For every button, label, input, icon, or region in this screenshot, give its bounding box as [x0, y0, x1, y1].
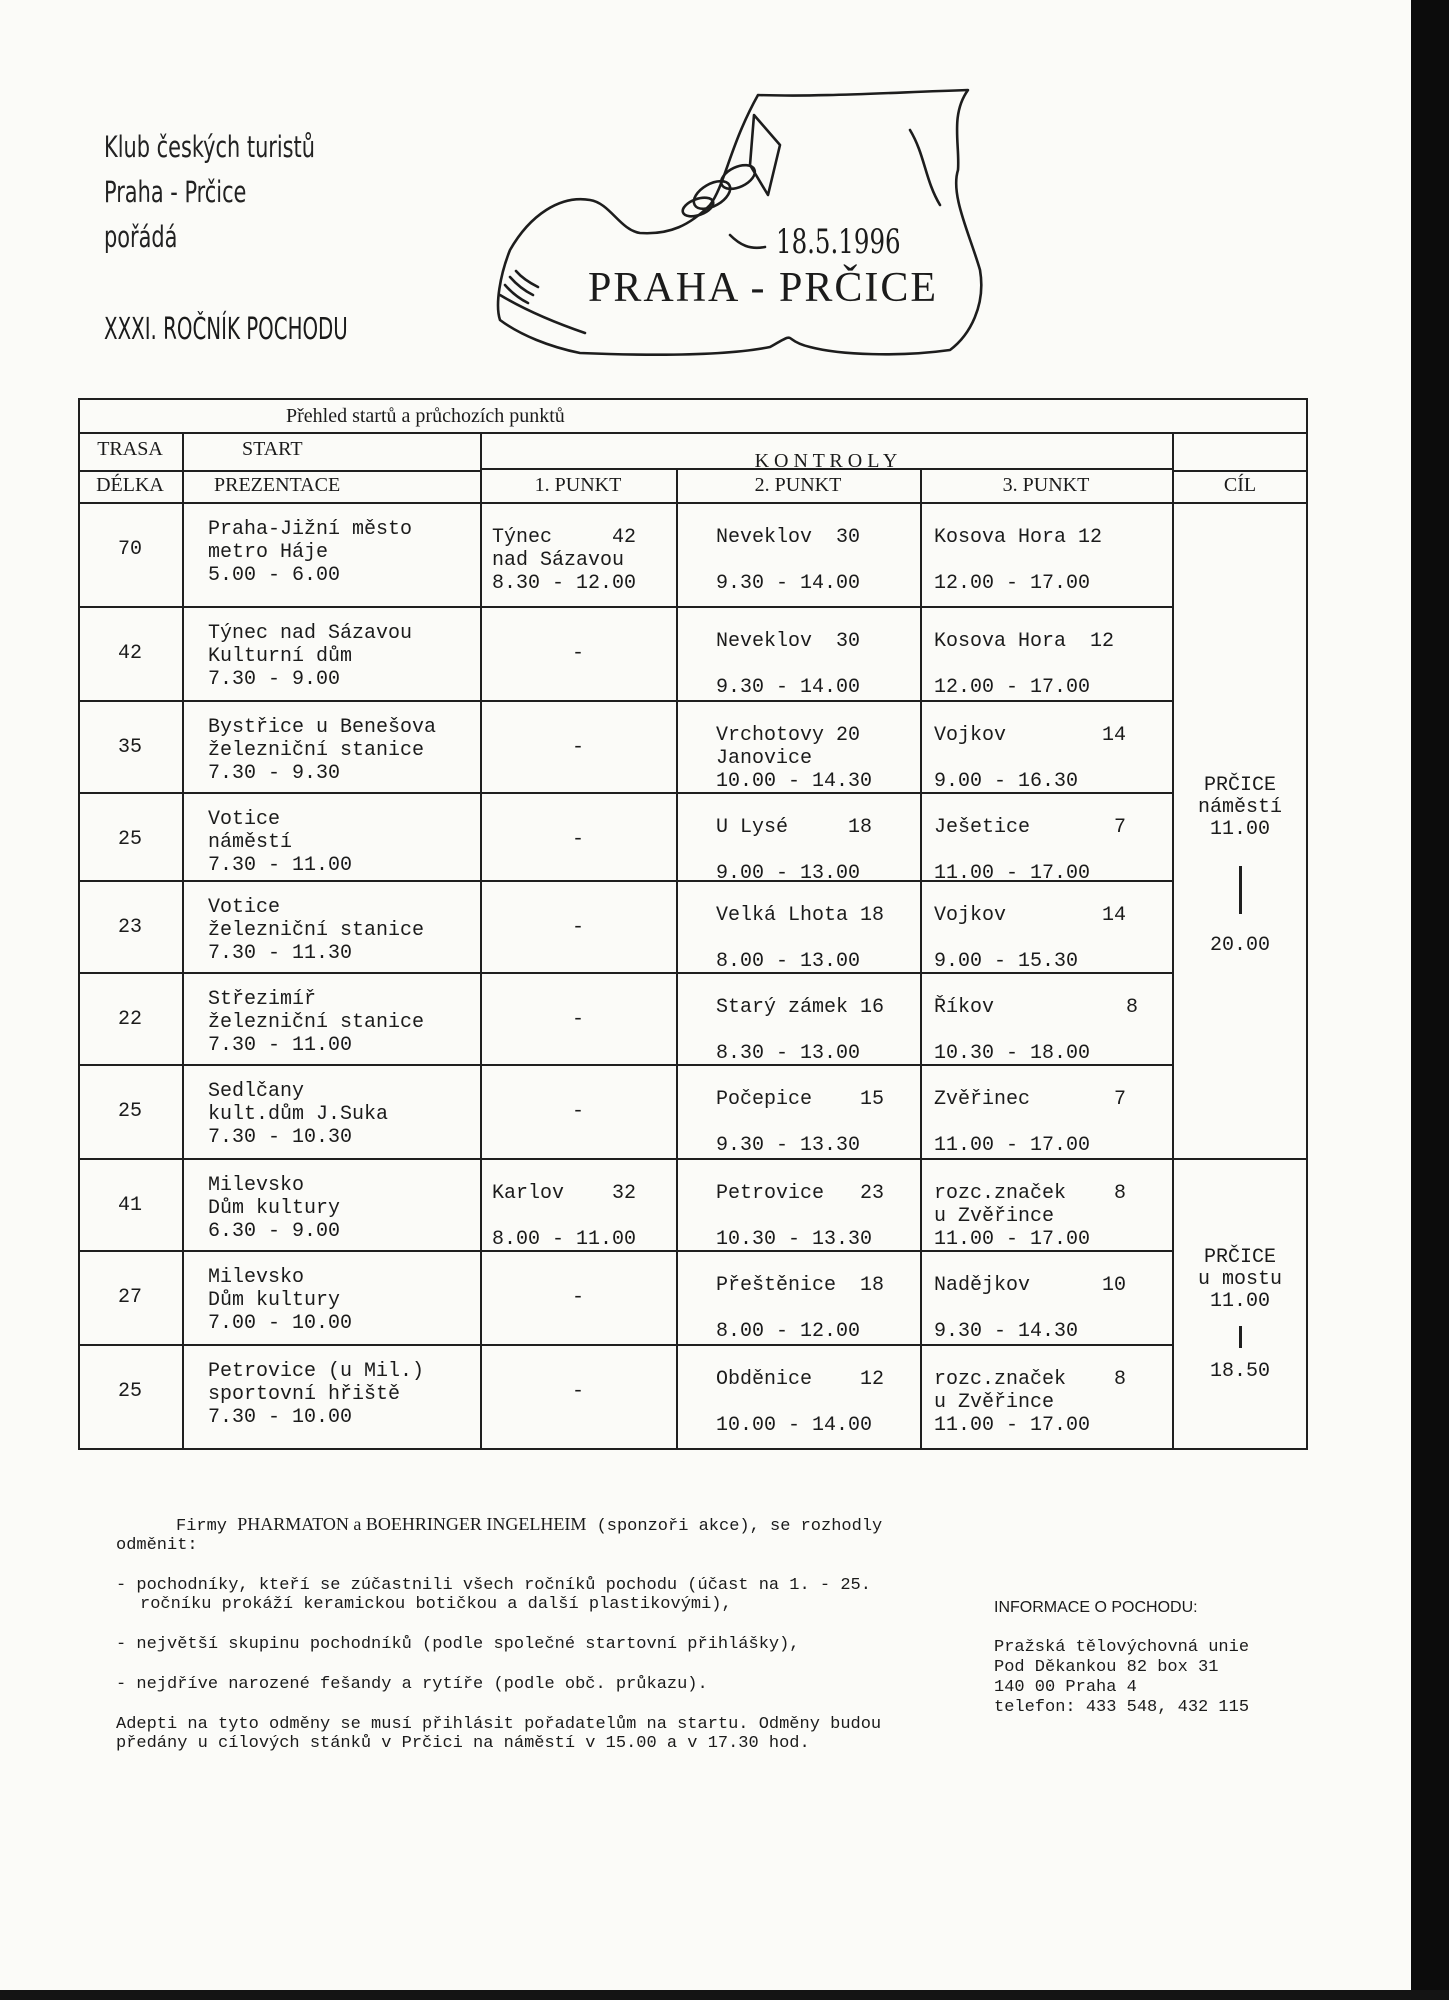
- punkt1-cell: -: [571, 828, 584, 851]
- punkt1-cell: -: [571, 736, 584, 759]
- col-header-punkt2: 2. PUNKT: [754, 474, 842, 496]
- punkt2-cell: Velká Lhota 18 8.00 - 13.00: [716, 904, 885, 973]
- route-length: 23: [117, 916, 142, 939]
- route-length: 41: [117, 1194, 142, 1217]
- cil-top-open: 11.00: [1209, 818, 1270, 841]
- col-header-punkt1: 1. PUNKT: [534, 474, 622, 496]
- col-header-prezentace: PREZENTACE: [214, 474, 341, 496]
- punkt2-cell: Neveklov 30 9.30 - 14.00: [716, 630, 861, 699]
- start-cell: Milevsko Dům kultury 7.00 - 10.00: [208, 1266, 353, 1335]
- punkt3-cell: Vojkov 14 9.00 - 15.30: [934, 904, 1127, 973]
- punkt3-cell: Říkov 8 10.30 - 18.00: [934, 996, 1139, 1065]
- cil-bottom-bar: [1239, 1326, 1242, 1348]
- table-border-bottom: [78, 1448, 1308, 1450]
- punkt2-cell: Vrchotovy 20 Janovice 10.00 - 14.30: [716, 724, 873, 793]
- route-length: 22: [117, 1008, 142, 1031]
- header-bottom-rule: [78, 502, 1308, 504]
- start-cell: Votice náměstí 7.30 - 11.00: [208, 808, 353, 877]
- cil-bottom-place: PRČICE: [1203, 1246, 1276, 1269]
- punkt1-cell: -: [571, 642, 584, 665]
- punkt3-cell: rozc.značek 8 u Zvěřince 11.00 - 17.00: [934, 1368, 1127, 1437]
- punkt1-cell: Karlov 32 8.00 - 11.00: [492, 1182, 637, 1251]
- info-line-4: telefon: 433 548, 432 115: [994, 1698, 1250, 1717]
- col-rule-2: [480, 432, 482, 1448]
- intro-prefix: Firmy: [176, 1517, 238, 1536]
- row-rule: [78, 1344, 1172, 1346]
- table-title-rule: [78, 432, 1308, 434]
- cil-bottom-open: 11.00: [1209, 1290, 1270, 1313]
- cil-top-sub: náměstí: [1197, 796, 1282, 819]
- start-cell: Milevsko Dům kultury 6.30 - 9.00: [208, 1174, 341, 1243]
- route-length: 35: [117, 736, 142, 759]
- punkt1-cell: -: [571, 1008, 584, 1031]
- punkt2-cell: Počepice 15 9.30 - 13.30: [716, 1088, 885, 1157]
- punkt1-cell: -: [571, 1100, 584, 1123]
- club-block: [104, 125, 315, 260]
- start-cell: Střezimíř železniční stanice 7.30 - 11.00: [208, 988, 425, 1057]
- club-line-3: pořádá: [104, 220, 178, 254]
- col-header-kontroly: K O N T R O L Y: [754, 450, 898, 472]
- cil-bottom-close: 18.50: [1209, 1360, 1270, 1383]
- punkt3-cell: Ješetice 7 11.00 - 17.00: [934, 816, 1127, 885]
- info-line-3: 140 00 Praha 4: [994, 1678, 1137, 1697]
- route-title: PRAHA - PRČICE: [588, 265, 939, 311]
- intro-suffix: (sponzoři akce), se rozhodly odměnit:: [116, 1517, 883, 1555]
- info-line-2: Pod Děkankou 82 box 31: [994, 1658, 1219, 1677]
- cil-bottom-sub: u mostu: [1197, 1268, 1282, 1291]
- event-date: 18.5.1996: [776, 222, 901, 262]
- punkt2-cell: Obděnice 12 10.00 - 14.00: [716, 1368, 885, 1437]
- route-length: 27: [117, 1286, 142, 1309]
- info-block: [994, 1598, 1249, 1718]
- row-rule: [78, 1158, 1172, 1160]
- info-line-1: Pražská tělovýchovná unie: [994, 1638, 1250, 1657]
- punkt2-cell: Petrovice 23 10.30 - 13.30: [716, 1182, 885, 1251]
- sponsor-names: PHARMATON a BOEHRINGER INGELHEIM: [237, 1514, 587, 1534]
- punkt1-cell: -: [571, 1380, 584, 1403]
- route-length: 25: [117, 1100, 142, 1123]
- col-rule-4: [920, 470, 922, 1448]
- boot-logo-icon: [480, 85, 1000, 375]
- club-line-1: Klub českých turistů: [104, 130, 315, 164]
- col-header-delka: DÉLKA: [96, 474, 164, 496]
- scan-edge-bottom: [0, 1990, 1449, 2000]
- row-rule: [78, 606, 1172, 608]
- punkt3-cell: rozc.značek 8 u Zvěřince 11.00 - 17.00: [934, 1182, 1127, 1251]
- reward-bullet-3: - nejdříve narozené fešandy a rytíře (podle obč. průkazu).: [116, 1675, 708, 1694]
- punkt2-cell: Přeštěnice 18 8.00 - 12.00: [716, 1274, 885, 1343]
- row-rule: [78, 700, 1172, 702]
- start-header-rule: [78, 470, 480, 472]
- start-cell: Bystřice u Benešova železniční stanice 7.30 - 9.30: [208, 716, 437, 785]
- reward-closing: Adepti na tyto odměny se musí přihlásit pořadatelům na startu. Odměny budou předány u cílových stánků v Prčici na náměstí v 15.00 a v 17.30 hod.: [116, 1715, 882, 1753]
- reward-bullet-1: - pochodníky, kteří se zúčastnili všech ročníků pochodu (účast na 1. - 25. ročníku prokáží keramickou botičkou a další plastikovými),: [116, 1576, 871, 1614]
- start-cell: Sedlčany kult.dům J.Suka 7.30 - 10.30: [208, 1080, 389, 1149]
- cil-top-bar: [1239, 866, 1242, 914]
- punkt2-cell: Starý zámek 16 8.30 - 13.00: [716, 996, 885, 1065]
- edition-title: XXXI. ROČNÍK POCHODU: [104, 312, 348, 347]
- col-rule-3: [676, 470, 678, 1448]
- punkt1-cell: Týnec 42 nad Sázavou 8.30 - 12.00: [492, 526, 637, 595]
- punkt2-cell: Neveklov 30 9.30 - 14.00: [716, 526, 861, 595]
- cil-top-place: PRČICE: [1203, 774, 1276, 797]
- route-length: 70: [117, 538, 142, 561]
- punkt3-cell: Vojkov 14 9.00 - 16.30: [934, 724, 1127, 793]
- table-border-top: [78, 398, 1308, 400]
- start-cell: Petrovice (u Mil.) sportovní hřiště 7.30 - 10.00: [208, 1360, 425, 1429]
- col-header-punkt3: 3. PUNKT: [1002, 474, 1090, 496]
- punkt1-cell: -: [571, 916, 584, 939]
- punkt3-cell: Zvěřinec 7 11.00 - 17.00: [934, 1088, 1127, 1157]
- sponsor-note: [116, 1515, 886, 1774]
- table-title: Přehled startů a průchozích punktů: [286, 405, 565, 427]
- start-cell: Týnec nad Sázavou Kulturní dům 7.30 - 9.00: [208, 622, 413, 691]
- route-length: 25: [117, 828, 142, 851]
- cil-split-rule: [1172, 1158, 1308, 1160]
- start-cell: Votice železniční stanice 7.30 - 11.30: [208, 896, 425, 965]
- club-line-2: Praha - Prčice: [104, 175, 247, 209]
- col-header-cil: CÍL: [1223, 474, 1257, 496]
- route-length: 25: [117, 1380, 142, 1403]
- cil-header-rule: [1172, 470, 1308, 472]
- punkt3-cell: Kosova Hora 12 12.00 - 17.00: [934, 630, 1115, 699]
- punkt3-cell: Nadějkov 10 9.30 - 14.30: [934, 1274, 1127, 1343]
- punkt2-cell: U Lysé 18 9.00 - 13.00: [716, 816, 873, 885]
- col-rule-1: [182, 432, 184, 1448]
- start-cell: Praha-Jižní město metro Háje 5.00 - 6.00: [208, 518, 413, 587]
- info-heading: INFORMACE O POCHODU:: [994, 1599, 1198, 1616]
- col-header-trasa: TRASA: [97, 438, 163, 460]
- punkt3-cell: Kosova Hora 12 12.00 - 17.00: [934, 526, 1103, 595]
- cil-top-close: 20.00: [1209, 934, 1270, 957]
- sponsor-intro: [116, 1515, 886, 1555]
- punkt1-cell: -: [571, 1286, 584, 1309]
- col-header-start: START: [242, 438, 303, 460]
- scan-edge-right: [1411, 0, 1449, 2000]
- reward-bullet-2: - největší skupinu pochodníků (podle společné startovní přihlášky),: [116, 1635, 800, 1654]
- route-length: 42: [117, 642, 142, 665]
